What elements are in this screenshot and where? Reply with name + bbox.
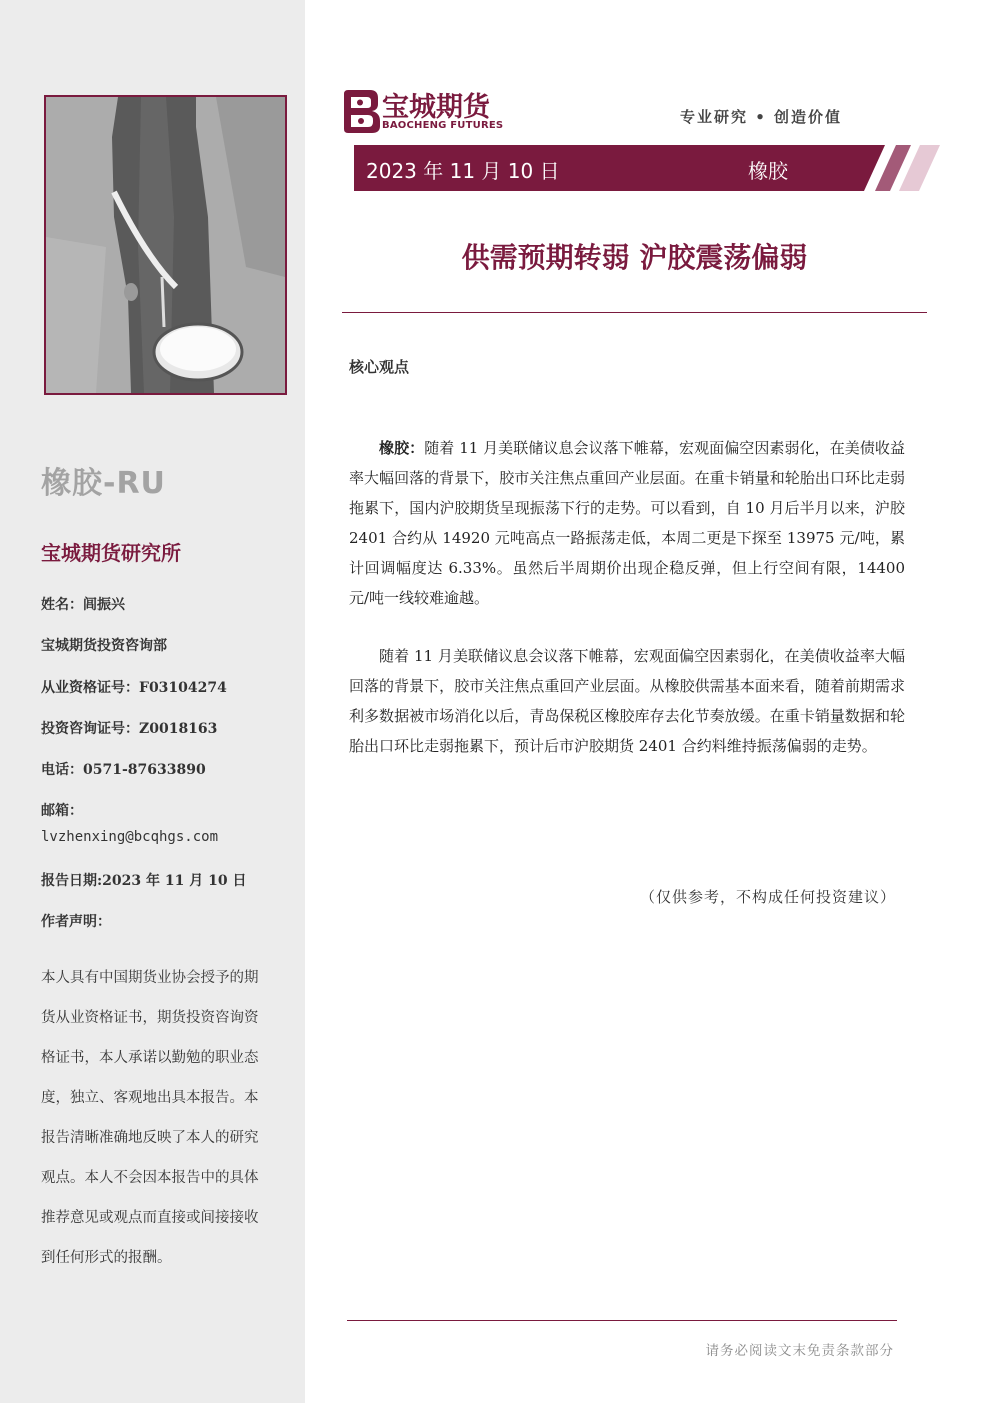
department: 宝城期货投资咨询部 (41, 638, 167, 654)
brand-name-en: BAOCHENG FUTURES (382, 120, 504, 131)
qualification-cert: 从业资格证号：F03104274 (41, 680, 227, 696)
author-statement-text: 本人具有中国期货业协会授予的期货从业资格证书，期货投资咨询资格证书，本人承诺以勤勉的职业态度，独立、客观地出具本报告。本报告清晰准确地反映了本人的研究观点。本人不会因本报告中的具体推荐意见或观点而直接或间接接收到任何形式的报酬。 (41, 970, 259, 1266)
banner-date: 2023 年 11 月 10 日 (366, 159, 560, 183)
rubber-tree-photo (44, 95, 287, 395)
rubber-tree-illustration (46, 97, 285, 393)
phone: 电话：0571-87633890 (41, 762, 206, 778)
paragraph-1-text: 随着 11 月美联储议息会议落下帷幕，宏观面偏空因素弱化，在美债收益率大幅回落的背景下，胶市关注焦点重回产业层面。在重卡销量和轮胎出口环比走弱拖累下，国内沪胶期货呈现振荡下行的走势。可以看到，自 10 月后半月以来，沪胶 2401 合约从 14920 元吨高点一路振荡走低，本周二更是下探至 13975 元/吨，累计回调幅度达 6.33%。虽然后半周期价出现企稳反弹，但上行空间有限，14400 元/吨一线较难逾越。 (349, 439, 905, 607)
author-statement-label: 作者声明： (41, 914, 111, 930)
core-view-heading: 核心观点 (349, 358, 410, 376)
analyst-name: 姓名：闾振兴 (41, 597, 125, 613)
sidebar (0, 0, 305, 1403)
paragraph-1 (349, 433, 905, 613)
footer-note: 请务必阅读文末免责条款部分 (705, 1343, 894, 1359)
slogan: 专业研究 • 创造价值 (680, 108, 843, 126)
banner-category: 橡胶 (748, 159, 788, 183)
paragraph-2: 随着 11 月美联储议息会议落下帷幕，宏观面偏空因素弱化，在美债收益率大幅回落的背景下，胶市关注焦点重回产业层面。从橡胶供需基本面来看，随着前期需求利多数据被市场消化以后，青岛保税区橡胶库存去化节奏放缓。在重卡销量数据和轮胎出口环比走弱拖累下，预计后市沪胶期货 2401 合约料维持振荡偏弱的走势。 (349, 647, 905, 755)
report-title: 供需预期转弱 沪胶震荡偏弱 (461, 241, 808, 274)
footer-divider (347, 1320, 897, 1321)
email-label: 邮箱： (41, 803, 83, 819)
title-divider (342, 312, 927, 313)
research-institute: 宝城期货研究所 (41, 541, 181, 565)
ticker-label: 橡胶-RU (41, 466, 166, 501)
investment-disclaimer: （仅供参考，不构成任何投资建议） (639, 888, 896, 906)
paragraph-1-lead: 橡胶： (379, 439, 425, 457)
consulting-cert: 投资咨询证号：Z0018163 (41, 721, 218, 737)
email-value[interactable]: lvzhenxing@bcqhgs.com (41, 829, 219, 845)
report-date: 报告日期:2023 年 11 月 10 日 (41, 873, 247, 889)
brand-name: 宝城期货 (382, 92, 490, 123)
